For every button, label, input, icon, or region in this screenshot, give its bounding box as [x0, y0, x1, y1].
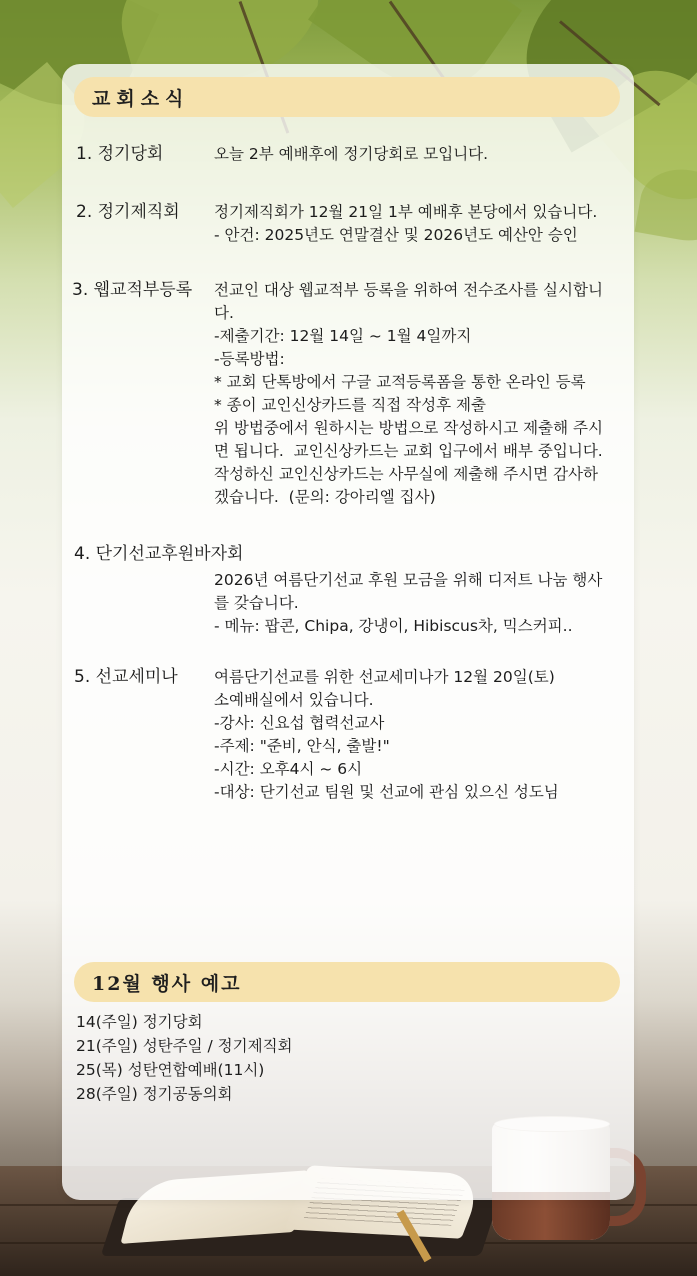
- announcement-line: 위 방법중에서 원하시는 방법으로 작성하시고 제출해 주시: [214, 419, 603, 437]
- announcement-line: * 교회 단톡방에서 구글 교적등록폼을 통한 온라인 등록: [214, 373, 586, 391]
- announcement-content: [214, 279, 619, 509]
- section-title-announcements: 교회소식: [74, 77, 620, 117]
- section-title-events: 12월 행사 예고: [74, 962, 620, 1002]
- announcement-line: -대상: 단기선교 팀원 및 선교에 관심 있으신 성도님: [214, 783, 559, 801]
- announcement-content: [214, 569, 619, 638]
- announcement-line: - 안건: 2025년도 연말결산 및 2026년도 예산안 승인: [214, 226, 578, 244]
- announcement-line: -주제: "준비, 안식, 출발!": [214, 737, 390, 755]
- events-list: [76, 1010, 293, 1106]
- announcement-content: [214, 143, 619, 166]
- announcement-line: 작성하신 교인신상카드는 사무실에 제출해 주시면 감사하: [214, 465, 598, 483]
- announcement-line: 면 됩니다. 교인신상카드는 교회 입구에서 배부 중입니다.: [214, 442, 603, 460]
- announcement-line: 를 갖습니다.: [214, 594, 299, 612]
- announcement-line: 다.: [214, 304, 234, 322]
- event-item: 28(주일) 정기공동의회: [76, 1085, 233, 1103]
- announcement-line: 소예배실에서 있습니다.: [214, 691, 374, 709]
- event-item: 25(목) 성탄연합예배(11시): [76, 1061, 265, 1079]
- announcement-line: -강사: 신요섭 협력선교사: [214, 714, 385, 732]
- announcement-content: [214, 666, 619, 804]
- announcement-label: 4. 단기선교후원바자회: [74, 544, 244, 564]
- announcement-content: [214, 201, 619, 247]
- announcement-label: 2. 정기제직회: [76, 202, 180, 222]
- announcement-line: 정기제직회가 12월 21일 1부 예배후 본당에서 있습니다.: [214, 203, 598, 221]
- announcement-line: 겠습니다. (문의: 강아리엘 집사): [214, 488, 436, 506]
- announcement-label: 5. 선교세미나: [74, 667, 178, 687]
- announcement-line: 오늘 2부 예배후에 정기당회로 모입니다.: [214, 145, 489, 163]
- announcement-line: -제출기간: 12월 14일 ~ 1월 4일까지: [214, 327, 472, 345]
- announcement-line: * 종이 교인신상카드를 직접 작성후 제출: [214, 396, 486, 414]
- announcement-line: 전교인 대상 웹교적부 등록을 위하여 전수조사를 실시합니: [214, 281, 603, 299]
- announcement-line: 여름단기선교를 위한 선교세미나가 12월 20일(토): [214, 668, 555, 686]
- announcement-line: -등록방법:: [214, 350, 285, 368]
- announcement-label: 1. 정기당회: [76, 144, 164, 164]
- announcement-line: -시간: 오후4시 ~ 6시: [214, 760, 363, 778]
- announcement-label: 3. 웹교적부등록: [72, 280, 193, 300]
- event-item: 21(주일) 성탄주일 / 정기제직회: [76, 1037, 293, 1055]
- announcement-line: 2026년 여름단기선교 후원 모금을 위해 디저트 나눔 행사: [214, 571, 603, 589]
- event-item: 14(주일) 정기당회: [76, 1013, 203, 1031]
- announcement-line: - 메뉴: 팝콘, Chipa, 강냉이, Hibiscus차, 믹스커피..: [214, 617, 573, 635]
